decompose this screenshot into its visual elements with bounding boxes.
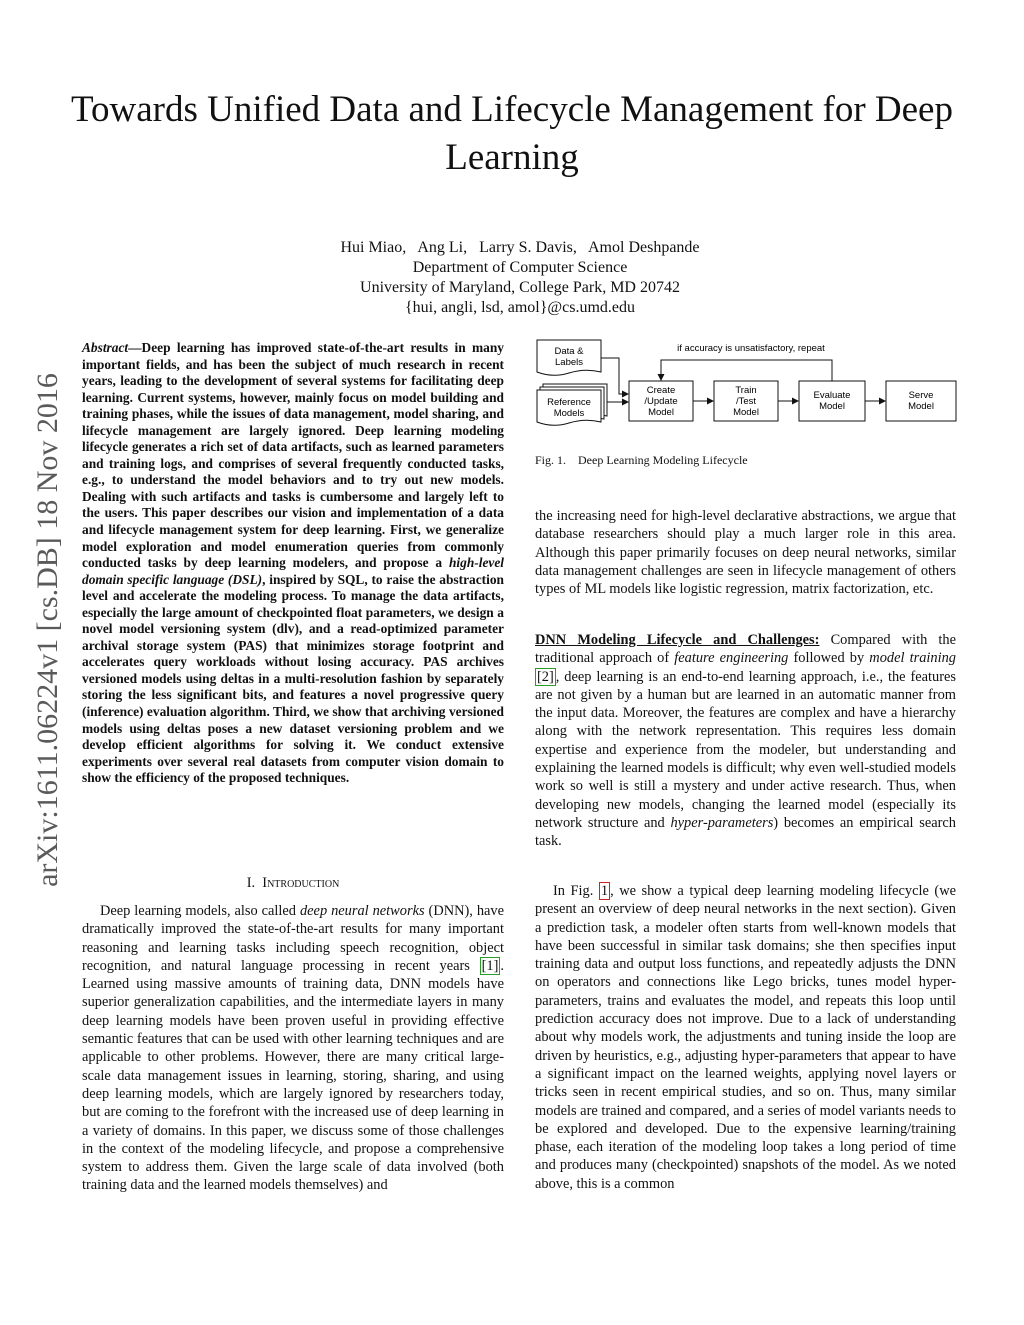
abstract-text-2: , inspired by SQL, to raise the abstraction level and accelerate the modeling process. To manage the data artifacts, especially the large amount of checkpointed float parameters, we design a novel model versioning system (dlv), and a read-optimized parameter archival storage system (PAS) that minimizes storage footprint and accelerates query workloads without losing accuracy. PAS archives versioned models using deltas in a multi-resolution fashion by separately storing the less significant bits, and features a novel progressive query (inference) evaluation algorithm. Third, we show that archiving versioned models using deltas poses a new dataset versioning problem and we develop efficient algorithms for solving it. We conduct extensive experiments over several real datasets from computer vision domain to show the efficiency of the proposed techniques. xyxy=(82,571,504,786)
abstract-label: Abstract xyxy=(82,340,129,355)
dnn-lifecycle-paragraph xyxy=(535,631,956,851)
evaluate-model-box xyxy=(799,381,865,421)
intro-paragraph xyxy=(82,902,504,1195)
train-line-1: Train xyxy=(735,385,757,396)
fig-para-text-1: In Fig. xyxy=(553,883,599,899)
evaluate-line-1: Evaluate xyxy=(813,390,851,401)
train-line-2: /Test xyxy=(735,396,757,407)
figure-ref-link[interactable]: 1 xyxy=(600,883,609,899)
train-line-3: Model xyxy=(733,407,759,418)
reference-models-line-2: Models xyxy=(553,408,585,419)
author-block xyxy=(0,238,1024,318)
arxiv-identifier: arXiv:1611.06224v1 [cs.DB] 18 Nov 2016 xyxy=(31,373,64,887)
dnn-em-3: hyper-parameters xyxy=(670,814,774,831)
caption-text: Deep Learning Modeling Lifecycle xyxy=(578,453,748,467)
create-line-3: Model xyxy=(648,407,674,418)
create-line-2: /Update xyxy=(644,396,678,407)
intro-text-1: Deep learning models, also called xyxy=(100,903,300,919)
serve-line-2: Model xyxy=(908,401,934,412)
author-university: University of Maryland, College Park, MD 20742 xyxy=(360,279,680,296)
dnn-text-4: , deep learning is an end-to-end learning approach, i.e., the features are not given by a human but are learned in an automatic manner from the input data. Moreover, the features are complex and have a hierarchy along with the network representation. This requires less domain expertise and experience from the modeler, but understanding and explaining the learned models is difficult; why even well-studied models work so well is still a mystery and under active research. Thus, when developing new models, changing the learned model (especially its network structure and xyxy=(535,668,956,831)
right-top-text: the increasing need for high-level declarative abstractions, we argue that database researchers should play a much larger role in this area. Although this paper primarily focuses on deep neural networks, similar data management challenges are seen in lifecycle management of others types of ML models like logistic regression, matrix factorization, etc. xyxy=(535,508,956,598)
fig-discussion-paragraph xyxy=(535,882,956,1193)
section-heading-intro xyxy=(82,875,504,892)
section-title: Introduction xyxy=(262,875,340,891)
serve-line-1: Serve xyxy=(908,390,934,401)
abstract-text-1: —Deep learning has improved state-of-the-art results in many important fields, and has been the subject of much research in recent years, leading to the development of several systems for facilitating deep learning. Current systems, however, mainly focus on model building and training phases, while the issues of data management, model sharing, and lifecycle management are largely ignored. Deep learning modeling lifecycle generates a rich set of data artifacts, such as learned parameters and training logs, and comprises of several frequently conducted tasks, e.g., to understand the model behaviors and to try out new models. Dealing with such artifacts and tasks is cumbersome and largely left to the users. This paper describes our vision and implementation of a data and lifecycle management system for deep learning. First, we generalize model exploration and model enumeration queries from commonly conducted tasks by deep learning modelers, and propose a xyxy=(82,340,504,571)
create-model-box xyxy=(629,381,693,421)
create-line-1: Create xyxy=(646,385,676,396)
dnn-text-2: followed by xyxy=(788,650,870,667)
loop-label: if accuracy is unsatisfactory, repeat xyxy=(677,343,825,354)
data-labels-line-1: Data & xyxy=(554,346,584,357)
author-department: Department of Computer Science xyxy=(412,259,628,276)
citation-link[interactable]: [2] xyxy=(537,668,554,685)
dnn-em-1: feature engineering xyxy=(674,650,789,667)
section-number: I. xyxy=(246,875,256,891)
caption-number: Fig. 1. xyxy=(535,453,567,467)
intro-text-3: . Learned using massive amounts of training data, DNN models have superior generalization capabilities, and the intermediate layers in many deep learning models have been proven useful in providing effective semantic features that can be used with other learning techniques and are applicable to other problems. However, there are many critical large-scale data management issues in learning, storing, sharing, and using deep learning models, which are largely ignored by researchers today, but are coming to the forefront with the increased use of deep learning in a variety of domains. In this paper, we discuss some of those challenges in the context of the modeling lifecycle, and propose a comprehensive system to address them. Given the large scale of data involved (both training data and the learned models themselves) and xyxy=(82,957,504,1194)
abstract-dsl: high-level domain specific language (DSL) xyxy=(82,555,504,587)
train-model-box xyxy=(714,381,778,421)
serve-model-box xyxy=(886,381,956,421)
dnn-em-2: model training xyxy=(869,650,956,667)
fig-para-text-2: , we show a typical deep learning modeling lifecycle (we present an overview of deep neural networks in the next section). Given a prediction task, a modeler often starts from well-known models that have been successful in similar task domains; she then specifies input training data and output loss functions, and repeatedly adjusts the DNN on operators and connections like Lego bricks, tunes model hyper-parameters, trains and evaluates the model, and repeats this loop until prediction accuracy does not improve. Due to a lack of understanding about why models work, the adjustments and tuning inside the loop are driven by heuristics, e.g., adjusting hyper-parameters that appear to have a significant impact on the learned weights, applying novel layers or tricks seen in recent empirical studies, and so on. Thus, many similar models are trained and compared, and a series of model variants needs to be explored and developed. Due to the expensive learning/training phase, each iteration of the modeling loop takes a long period of time and produces many (checkpointed) snapshots of the model. As we noted above, this is a common xyxy=(535,883,956,1192)
evaluate-line-2: Model xyxy=(819,401,845,412)
lifecycle-figure xyxy=(535,338,959,438)
author-emails: {hui, angli, lsd, amol}@cs.umd.edu xyxy=(404,299,636,316)
dnn-text-5: ) becomes an empirical search task. xyxy=(535,814,957,850)
data-labels-line-2: Labels xyxy=(555,357,583,368)
author-names: Hui Miao, Ang Li, Larry S. Davis, Amol Deshpande xyxy=(340,239,700,256)
intro-em-dnn: deep neural networks xyxy=(299,903,425,919)
figure-caption xyxy=(535,453,748,468)
abstract xyxy=(82,340,504,787)
intro-text-2: (DNN), have dramatically improved the state-of-the-art results for many important reasoning and learning tasks including speech recognition, object recognition, and natural language processing in recent years xyxy=(82,903,504,974)
citation-link[interactable]: [1] xyxy=(481,957,499,974)
data-labels-box xyxy=(537,340,601,375)
paper-title: Towards Unified Data and Lifecycle Management for Deep Learning xyxy=(71,89,953,178)
right-top-paragraph xyxy=(535,507,956,598)
reference-models-box xyxy=(537,384,607,425)
reference-models-line-1: Reference xyxy=(547,397,591,408)
dnn-text-1: Compared with the traditional approach of xyxy=(535,632,957,667)
dnn-heading: DNN Modeling Lifecycle and Challenges: xyxy=(535,632,820,648)
